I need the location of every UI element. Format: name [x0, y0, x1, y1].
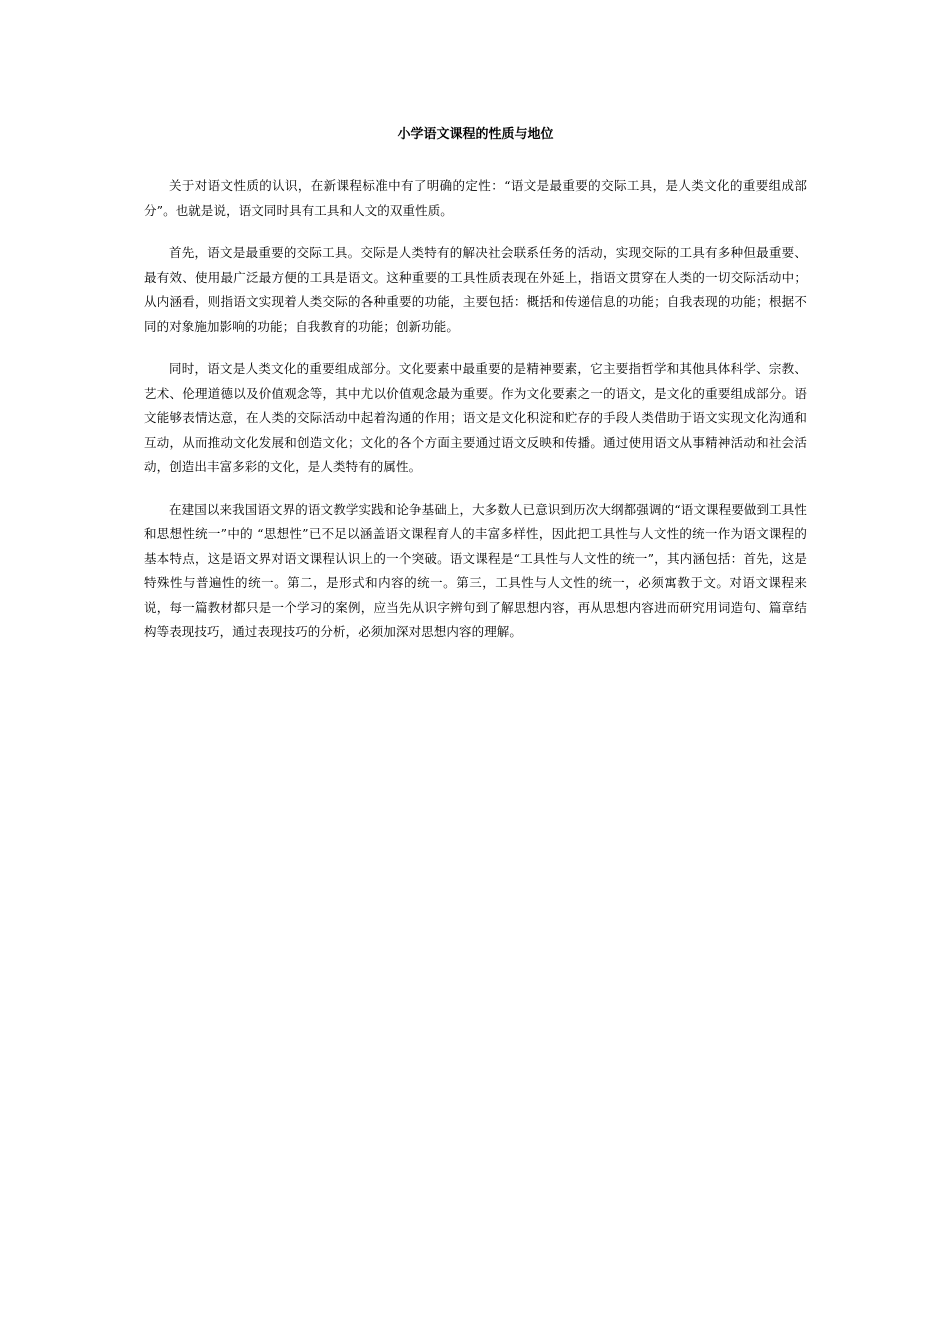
paragraph-2: 首先，语文是最重要的交际工具。交际是人类特有的解决社会联系任务的活动，实现交际的工具有多种但最重要、最有效、使用最广泛最方便的工具是语文。这种重要的工具性质表现在外延上，指语文贯穿在人类的一切交际活动中；从内涵看，则指语文实现着人类交际的各种重要的功能，主要包括：概括和传递信息的功能；自我表现的功能；根据不同的对象施加影响的功能；自我教育的功能；创新功能。 — [144, 245, 807, 334]
paragraph-3: 同时，语文是人类文化的重要组成部分。文化要素中最重要的是精神要素，它主要指哲学和其他具体科学、宗教、艺术、伦理道德以及价值观念等，其中尤以价值观念最为重要。作为文化要素之一的语文，是文化的重要组成部分。语文能够表情达意，在人类的交际活动中起着沟通的作用；语文是文化积淀和贮存的手段人类借助于语文实现文化沟通和互动，从而推动文化发展和创造文化；文化的各个方面主要通过语文反映和传播。通过使用语文从事精神活动和社会活动，创造出丰富多彩的文化，是人类特有的属性。 — [144, 361, 807, 474]
document-body — [144, 124, 807, 663]
document-title: 小学语文课程的性质与地位 — [397, 127, 554, 142]
paragraph-1: 关于对语文性质的认识，在新课程标准中有了明确的定性：“语文是最重要的交际工具，是人类文化的重要组成部分”。也就是说，语文同时具有工具和人文的双重性质。 — [144, 178, 807, 218]
paragraph-4: 在建国以来我国语文界的语文教学实践和论争基础上，大多数人已意识到历次大纲都强调的“语文课程要做到工具性和思想性统一”中的 “思想性”已不足以涵盖语文课程育人的丰富多样性，因此把工具性与人文性的统一作为语文课程的基本特点，这是语文界对语文课程认识上的一个突破。语文课程是“工具性与人文性的统一”，其内涵包括：首先，这是特殊性与普遍性的统一。第二，是形式和内容的统一。第三，工具性与人文性的统一，必须寓教于文。对语文课程来说，每一篇教材都只是一个学习的案例，应当先从识字辨句到了解思想内容，再从思想内容进而研究用词造句、篇章结构等表现技巧，通过表现技巧的分析，必须加深对思想内容的理解。 — [144, 501, 807, 639]
